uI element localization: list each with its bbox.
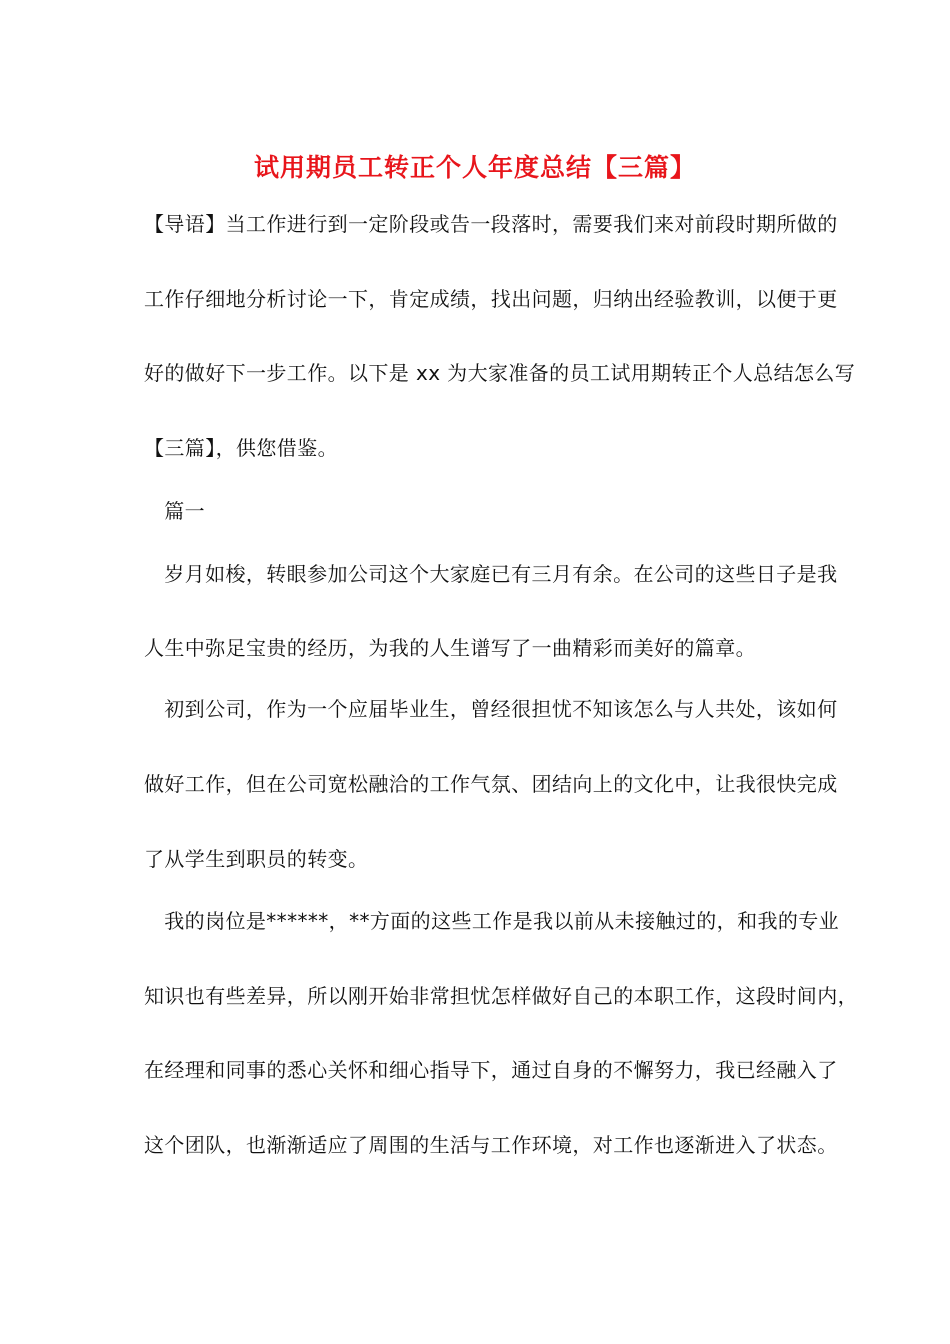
paragraph-line: 在经理和同事的悉心关怀和细心指导下，通过自身的不懈努力，我已经融入了 bbox=[144, 1058, 838, 1082]
section-heading: 篇一 bbox=[144, 499, 206, 523]
paragraph-line: 做好工作，但在公司宽松融洽的工作气氛、团结向上的文化中，让我很快完成 bbox=[144, 772, 838, 796]
paragraph-line: 好的做好下一步工作。以下是 xx 为大家准备的员工试用期转正个人总结怎么写 bbox=[144, 361, 856, 385]
paragraph-line: 人生中弥足宝贵的经历，为我的人生谱写了一曲精彩而美好的篇章。 bbox=[144, 636, 756, 660]
paragraph-line: 【三篇】，供您借鉴。 bbox=[144, 436, 338, 460]
paragraph-line: 【导语】当工作进行到一定阶段或告一段落时，需要我们来对前段时期所做的 bbox=[144, 212, 838, 236]
paragraph-line: 工作仔细地分析讨论一下，肯定成绩，找出问题，归纳出经验教训，以便于更 bbox=[144, 287, 838, 311]
paragraph-line: 知识也有些差异，所以刚开始非常担忧怎样做好自己的本职工作，这段时间内， bbox=[144, 984, 858, 1008]
paragraph-line: 这个团队，也渐渐适应了周围的生活与工作环境，对工作也逐渐进入了状态。 bbox=[144, 1133, 838, 1157]
paragraph-line: 了从学生到职员的转变。 bbox=[144, 847, 369, 871]
paragraph-line: 我的岗位是******，**方面的这些工作是我以前从未接触过的，和我的专业 bbox=[144, 909, 840, 933]
paragraph-line: 初到公司，作为一个应届毕业生，曾经很担忧不知该怎么与人共处，该如何 bbox=[144, 697, 838, 721]
paragraph-line: 岁月如梭，转眼参加公司这个大家庭已有三月有余。在公司的这些日子是我 bbox=[144, 562, 838, 586]
document-title: 试用期员工转正个人年度总结【三篇】 bbox=[253, 153, 696, 182]
